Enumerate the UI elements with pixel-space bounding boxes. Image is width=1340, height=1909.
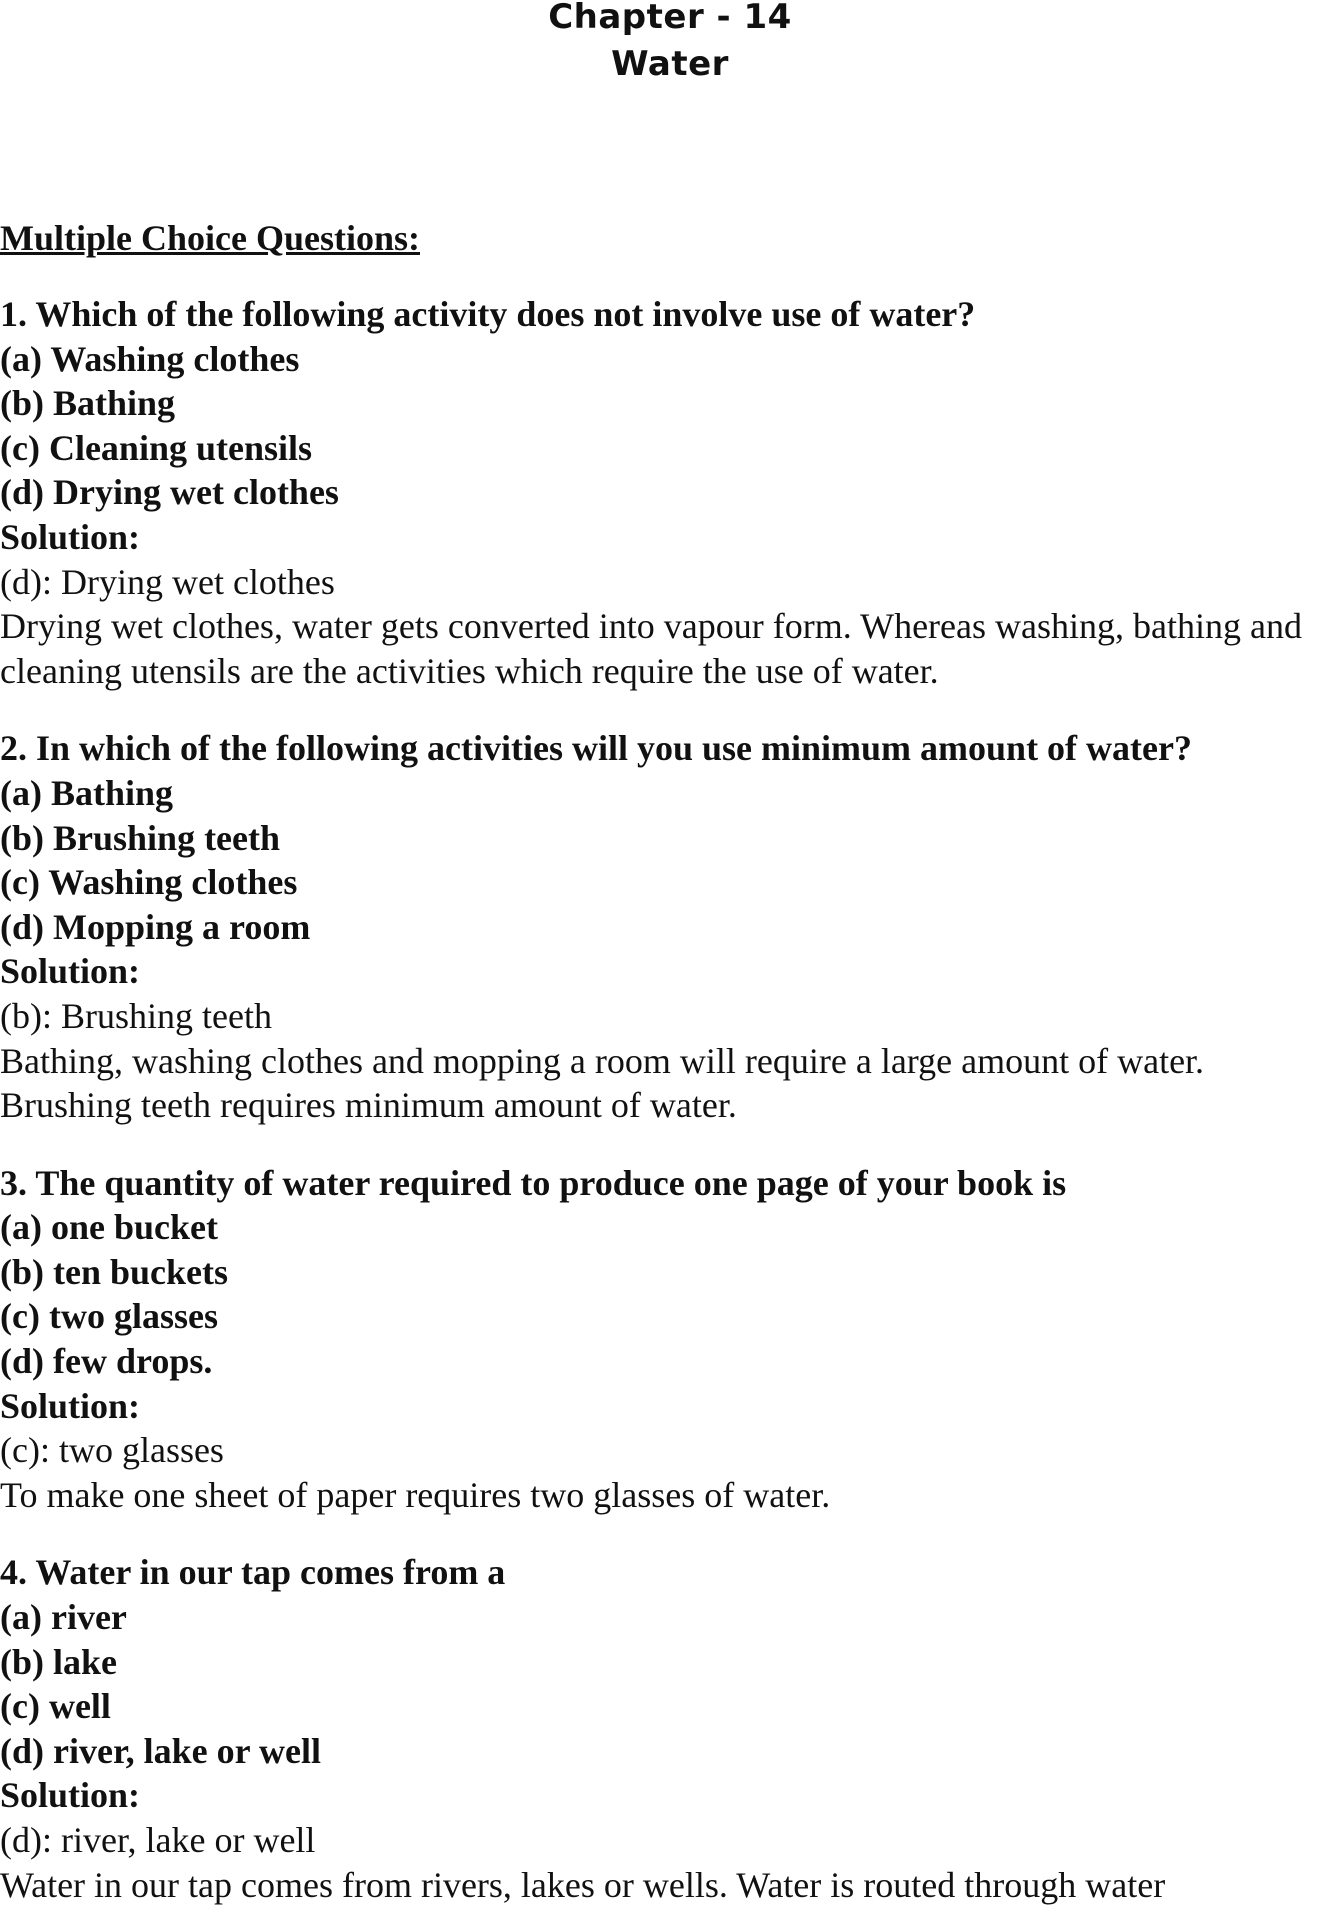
option-d: (d) Drying wet clothes — [0, 472, 339, 513]
option-a: (a) Bathing — [0, 772, 174, 813]
chapter-number: Chapter - 14 — [548, 0, 792, 37]
option-b: (b) Bathing — [0, 383, 176, 424]
answer-text: (d): Drying wet clothes — [0, 561, 335, 602]
option-a: (a) river — [0, 1597, 127, 1638]
option-c: (c) well — [0, 1686, 111, 1727]
answer-text: (d): river, lake or well — [0, 1820, 316, 1860]
option-d: (d) few drops. — [0, 1341, 213, 1382]
explanation-text: To make one sheet of paper requires two glasses of water. — [0, 1474, 831, 1515]
question-block-2 — [0, 726, 1340, 1127]
option-d: (d) river, lake or well — [0, 1730, 321, 1771]
question-block-4 — [0, 1550, 1340, 1907]
solution-label: Solution: — [0, 1775, 141, 1816]
chapter-title: Water — [611, 44, 729, 84]
chapter-header — [0, 0, 1340, 88]
answer-text: (c): two glasses — [0, 1430, 224, 1471]
option-a: (a) Washing clothes — [0, 338, 300, 379]
question-block-1 — [0, 292, 1340, 693]
option-a: (a) one bucket — [0, 1207, 218, 1248]
explanation-text: Drying wet clothes, water gets converted into vapour form. Whereas washing, bathing and cleaning utensils are the activities which require the use of water. — [0, 606, 1302, 691]
option-c: (c) Cleaning utensils — [0, 427, 313, 468]
solution-label: Solution: — [0, 951, 141, 992]
option-d: (d) Mopping a room — [0, 906, 311, 947]
option-b: (b) Brushing teeth — [0, 817, 281, 858]
question-text: 3. The quantity of water required to produce one page of your book is — [0, 1162, 1067, 1203]
option-b: (b) lake — [0, 1641, 117, 1682]
question-text: 1. Which of the following activity does not involve use of water? — [0, 294, 976, 334]
option-c: (c) Washing clothes — [0, 862, 298, 903]
answer-text: (b): Brushing teeth — [0, 995, 272, 1036]
solution-label: Solution: — [0, 516, 141, 557]
option-b: (b) ten buckets — [0, 1251, 229, 1292]
question-text: 4. Water in our tap comes from a — [0, 1552, 506, 1593]
question-text: 2. In which of the following activities will you use minimum amount of water? — [0, 728, 1192, 769]
question-block-3 — [0, 1161, 1340, 1518]
explanation-text: Bathing, washing clothes and mopping a room will require a large amount of water. Brushing teeth requires minimum amount of water. — [0, 1040, 1205, 1126]
solution-label: Solution: — [0, 1385, 141, 1426]
option-c: (c) two glasses — [0, 1296, 218, 1337]
section-title: Multiple Choice Questions: — [0, 218, 420, 258]
explanation-text: Water in our tap comes from rivers, lakes or wells. Water is routed through water — [0, 1864, 1166, 1905]
